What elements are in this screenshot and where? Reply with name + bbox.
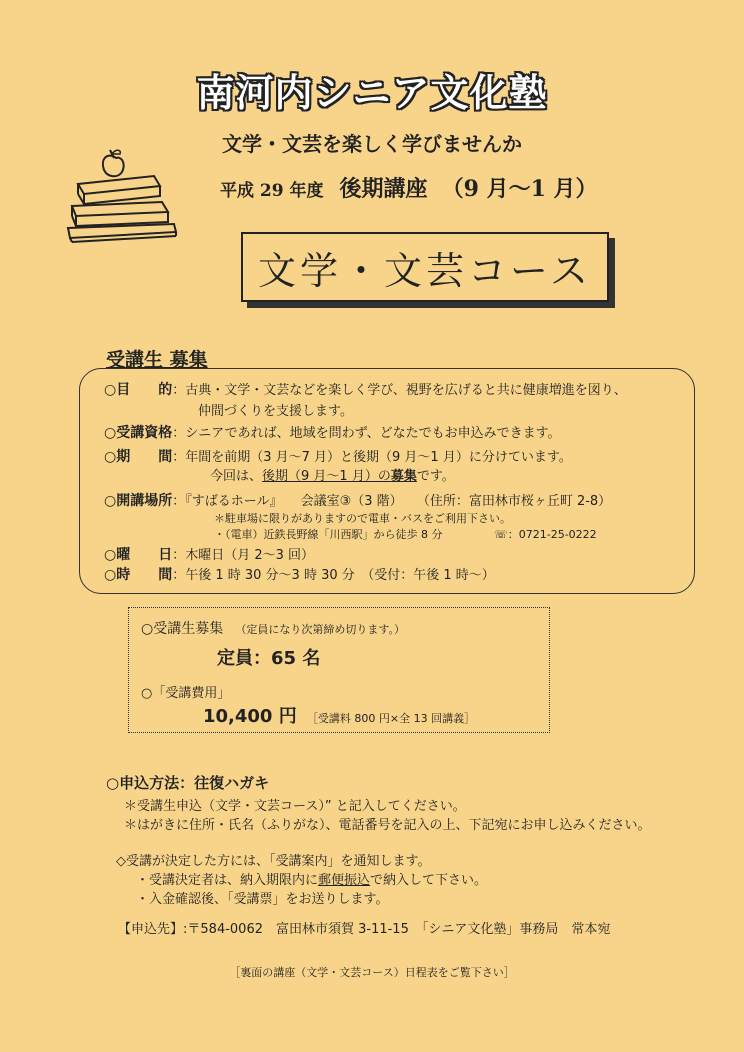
organization-title: 南河内シニア文化塾 [196, 71, 548, 115]
venue-phone: ☏：0721-25-0222 [494, 528, 597, 541]
schedule-note: ［裏面の講座（文学・文芸コース）日程表をご覧下さい］ [229, 966, 515, 979]
address-label: 【申込先】 [118, 922, 184, 937]
application-heading: ○申込方法：往復ハガキ [106, 774, 270, 792]
day-text: ：木曜日（月 2～3 回） [172, 548, 315, 563]
period-label: ○期 間 [104, 449, 173, 465]
venue-row [104, 490, 611, 510]
time-text: ：午後 1 時 30 分～3 時 30 分 （受付：午後 1 時～） [172, 568, 495, 583]
day-label: ○曜 日 [104, 547, 173, 563]
tagline: 文学・文芸を楽しく学びませんか [222, 132, 522, 156]
period-row [104, 446, 572, 466]
parking-note: ＊駐車場に限りがありますので電車・バスをご利用下さい。 [214, 512, 511, 525]
time-label: ○時 間 [104, 567, 173, 583]
info-box [79, 368, 695, 594]
period-recruit: 募集 [390, 469, 417, 484]
recruit-label: ○受講生募集 [141, 621, 224, 637]
books-apple-illustration [64, 148, 180, 244]
application-line-2: ＊はがきに住所・氏名（ふりがな）、電話番号を記入の上、下記宛にお申し込みください。 [124, 818, 651, 833]
venue-label: ○開講場所 [104, 493, 173, 509]
day-row [104, 544, 314, 564]
course-title: 文学・文芸コース [257, 248, 593, 293]
application-line-1: ＊受講生申込（文学・文芸コース）” と記入してください。 [124, 799, 466, 814]
period-now: 今回は、 [210, 469, 263, 484]
term: 後期講座 [339, 176, 428, 202]
year: 平成 29 年度 [220, 181, 324, 201]
postal-transfer: 郵便振込 [318, 873, 371, 888]
payment-text-pre: ・受講決定者は、納入期限内に [136, 873, 319, 888]
purpose-label: ○目 的 [104, 382, 173, 398]
term-months: （9 月～1 月） [441, 176, 598, 202]
decision-notice: ◇受講が決定した方には、「受講案内」を通知します。 [116, 854, 431, 869]
venue-room: 会議室③（3 階） [300, 494, 403, 509]
period-text: ：年間を前期（3 月～7 月）と後期（9 月～1 月）に分けています。 [172, 450, 572, 465]
fee-row [203, 702, 475, 728]
recruitment-heading: 受講生 募集 [106, 349, 208, 371]
venue-name: ：『すばるホール』 [172, 494, 283, 509]
payment-bullet [136, 869, 487, 888]
fees-box [128, 607, 550, 733]
term-line [220, 172, 598, 203]
period-row-2 [210, 465, 455, 484]
address-text: :〒584-0062 富田林市須賀 3-11-15 「シニア文化塾」事務局 常本宛 [183, 922, 611, 937]
course-title-box [241, 232, 609, 302]
fee-detail: ［受講料 800 円×全 13 回講義］ [306, 712, 476, 725]
time-row [104, 564, 495, 584]
fee-amount: 10,400 円 [203, 706, 297, 727]
ticket-bullet: ・入金確認後、「受講票」をお送りします。 [136, 892, 389, 907]
purpose-row [104, 379, 627, 399]
fee-label: ○「受講費用」 [141, 686, 231, 701]
venue-address: （住所：富田林市桜ヶ丘町 2-8） [416, 494, 612, 509]
train-access-note: ・（電車）近鉄長野線「川西駅」から徒歩 8 分 [214, 528, 443, 541]
purpose-text: ：古典・文学・文芸などを楽しく学び、視野を広げると共に健康増進を図り、 [172, 383, 627, 398]
qualification-text: ：シニアであれば、地域を問わず、どなたでもお申込みできます。 [172, 426, 561, 441]
payment-text-post: で納入して下さい。 [370, 873, 488, 888]
recruit-row [141, 618, 405, 638]
recruit-deadline-note: （定員になり次第締め切ります。） [235, 623, 405, 636]
purpose-row-2: 仲間づくりを支援します。 [198, 404, 353, 419]
qualification-label: ○受講資格 [104, 425, 173, 441]
period-end: です。 [416, 469, 455, 484]
qualification-row [104, 422, 561, 442]
capacity: 定員：65 名 [217, 648, 321, 669]
address-row [118, 918, 610, 937]
period-term: 後期（9 月～1 月）の [262, 469, 391, 484]
